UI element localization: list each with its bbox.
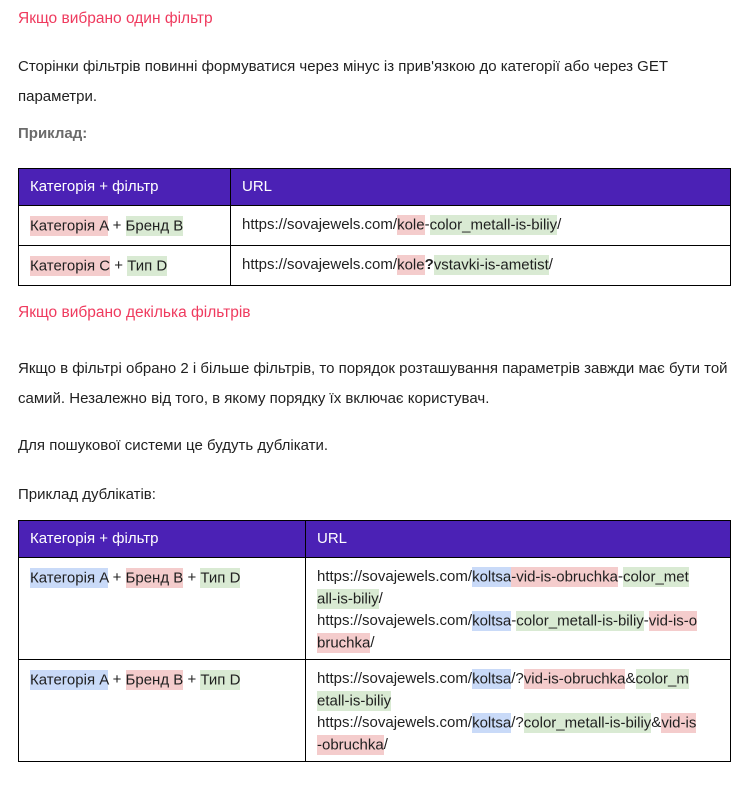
paragraph-parameter-order: Якщо в фільтрі обрано 2 і більше фільтрів, то порядок розташування параметрів завжди має бути той самий. Незалежно від того, в якому порядку їх включає користувач.: [18, 360, 728, 407]
table-body: [19, 206, 731, 286]
table-head: [19, 169, 731, 206]
text-segment: https://sovajewels.com/: [317, 612, 473, 629]
text-segment: +: [183, 671, 201, 688]
highlighted-text-blue: Категорія A: [30, 671, 109, 688]
highlighted-text-blue: koltsa: [472, 714, 512, 731]
table-header-row: [19, 521, 731, 558]
url-line: [317, 610, 719, 632]
url-line: [317, 632, 719, 654]
url-line: [242, 214, 719, 236]
text-segment: -: [511, 612, 517, 629]
table-head: [19, 521, 731, 558]
highlighted-text-green: color_met: [622, 568, 689, 585]
text-segment: -: [643, 612, 649, 629]
text-segment: +: [108, 569, 126, 586]
paragraph-filter-pages: Сторінки фільтрів повинні формуватися через мінус із прив'язкою до категорії або через GET параметри.: [18, 58, 668, 105]
highlighted-text-pink: bruchka: [317, 634, 371, 651]
highlighted-text-blue: koltsa: [472, 670, 512, 687]
filter-combination-cell: [19, 660, 306, 762]
filter-combination-cell: [19, 206, 231, 246]
text-segment: https://sovajewels.com/: [242, 256, 398, 273]
text-segment: +: [183, 569, 201, 586]
table-row: [19, 246, 731, 286]
text-segment: &: [651, 714, 662, 731]
highlighted-text-green: Тип D: [127, 257, 168, 274]
column-header-category-filter: Категорія + фільтр: [19, 521, 306, 558]
highlighted-text-pink: vid-is-o: [648, 612, 698, 629]
highlighted-text-green: vstavki-is-ametist: [433, 256, 549, 273]
text-segment: +: [110, 257, 128, 274]
duplicates-example-table: [18, 520, 731, 762]
url-line: [317, 712, 719, 734]
text-segment: /: [370, 634, 375, 651]
section-heading-multiple-filters: Якщо вибрано декілька фільтрів: [18, 304, 251, 321]
paragraph-search-duplicates: Для пошукової системи це будуть дублікати.: [18, 437, 329, 454]
column-header-url: URL: [231, 169, 731, 206]
column-header-category-filter: Категорія + фільтр: [19, 169, 231, 206]
duplicates-example-label: Приклад дублікатів:: [18, 486, 156, 503]
url-cell: [306, 558, 731, 660]
text-segment: https://sovajewels.com/: [317, 714, 473, 731]
text-segment: /: [383, 736, 388, 753]
highlighted-text-green: color_m: [635, 670, 689, 687]
highlighted-text-green: Тип D: [200, 671, 241, 688]
highlighted-text-green: color_metall-is-biliy: [523, 714, 652, 731]
text-segment: -: [617, 568, 623, 585]
url-line: [317, 588, 719, 610]
highlighted-text-blue: koltsa: [472, 612, 512, 629]
highlighted-text-pink: -vid-is-obruchka: [511, 568, 618, 585]
highlighted-text-pink: kole: [397, 256, 425, 273]
url-cell: [306, 660, 731, 762]
text-segment: /: [378, 590, 383, 607]
text-segment: /?: [511, 714, 524, 731]
highlighted-text-pink: vid-is-obruchka: [523, 670, 626, 687]
text-segment: /: [557, 216, 562, 233]
text-segment: +: [108, 671, 126, 688]
highlighted-text-pink: Категорія C: [30, 257, 111, 274]
url-cell: [231, 246, 731, 286]
highlighted-text-green: Тип D: [200, 569, 241, 586]
table-row: [19, 660, 731, 762]
highlighted-text-green: etall-is-biliy: [317, 692, 392, 709]
highlighted-text-blue: Категорія A: [30, 569, 109, 586]
url-line: [242, 254, 719, 276]
highlighted-text-pink: -obruchka: [317, 736, 384, 753]
text-segment: /: [548, 256, 553, 273]
table-row: [19, 206, 731, 246]
highlighted-text-green: Бренд B: [125, 217, 184, 234]
url-line: [317, 668, 719, 690]
document-page: [0, 9, 749, 762]
highlighted-text-pink: vid-is: [661, 714, 697, 731]
table-body: [19, 558, 731, 762]
highlighted-text-pink: kole: [397, 216, 425, 233]
highlighted-text-green: all-is-biliy: [317, 590, 379, 607]
column-header-url: URL: [306, 521, 731, 558]
url-line: [317, 734, 719, 756]
text-segment: ?: [424, 256, 434, 273]
highlighted-text-pink: Бренд B: [125, 671, 184, 688]
highlighted-text-green: color_metall-is-biliy: [516, 612, 644, 629]
text-segment: https://sovajewels.com/: [242, 216, 398, 233]
single-filter-example-table: [18, 168, 731, 286]
filter-combination-cell: [19, 558, 306, 660]
highlighted-text-blue: koltsa: [472, 568, 512, 585]
url-cell: [231, 206, 731, 246]
url-line: [317, 690, 719, 712]
filter-combination-cell: [19, 246, 231, 286]
table-row: [19, 558, 731, 660]
table-header-row: [19, 169, 731, 206]
text-segment: https://sovajewels.com/: [317, 568, 473, 585]
highlighted-text-green: color_metall-is-biliy: [429, 216, 558, 233]
url-line: [317, 566, 719, 588]
text-segment: +: [108, 217, 126, 234]
text-segment: /?: [511, 670, 524, 687]
text-segment: https://sovajewels.com/: [317, 670, 473, 687]
section-heading-single-filter: Якщо вибрано один фільтр: [18, 10, 213, 27]
example-label: Приклад:: [18, 125, 88, 142]
highlighted-text-pink: Бренд B: [125, 569, 184, 586]
highlighted-text-pink: Категорія A: [30, 217, 109, 234]
text-segment: &: [625, 670, 636, 687]
text-segment: -: [424, 216, 430, 233]
